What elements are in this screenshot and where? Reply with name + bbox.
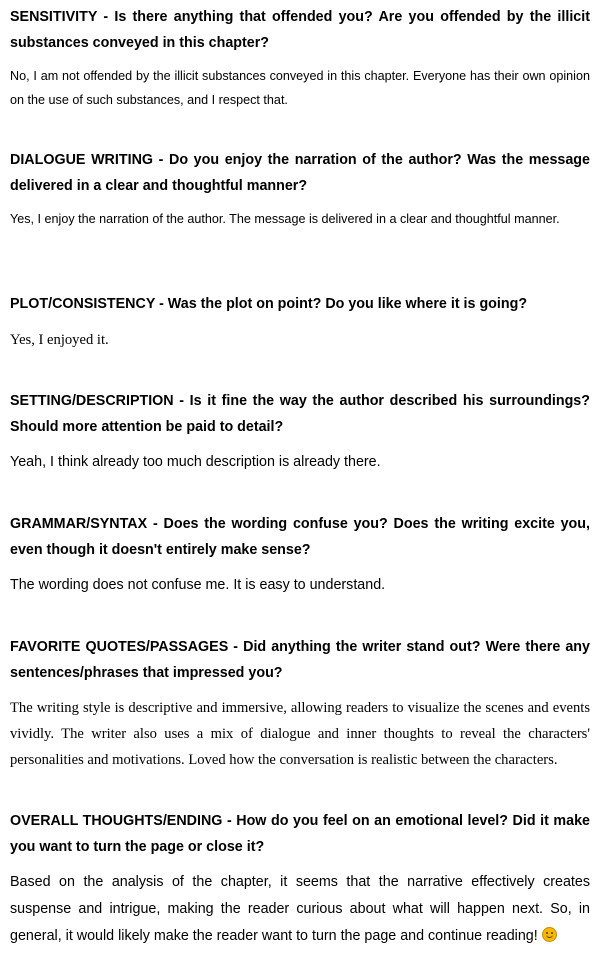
section-sensitivity-question: SENSITIVITY - Is there anything that offended you? Are you offended by the illicit substances conveyed in this chapter? — [10, 9, 590, 51]
section-overall-question: OVERALL THOUGHTS/ENDING - How do you feel on an emotional level? Did it make you want to turn the page or close it? — [10, 813, 590, 855]
section-quotes-question: FAVORITE QUOTES/PASSAGES - Did anything the writer stand out? Were there any sentences/phrases that impressed you? — [10, 639, 590, 681]
section-overall-answer-text: Based on the analysis of the chapter, it seems that the narrative effectively creates suspense and intrigue, making the reader curious about what will happen next. So, in general, it would likely make the reader want to turn the page and continue reading! — [10, 874, 590, 944]
section-setting-question: SETTING/DESCRIPTION - Is it fine the way the author described his surroundings? Should more attention be paid to detail? — [10, 393, 590, 435]
section-plot-answer: Yes, I enjoyed it. — [10, 332, 109, 348]
section-grammar-answer: The wording does not confuse me. It is easy to understand. — [10, 577, 386, 593]
section-overall-answer — [10, 869, 590, 950]
section-quotes-answer: The writing style is descriptive and immersive, allowing readers to visualize the scenes and events vividly. The writer also uses a mix of dialogue and inner thoughts to reveal the characters' personalities and motivations. Loved how the conversation is realistic between the characters. — [10, 700, 590, 768]
section-setting-answer: Yeah, I think already too much description is already there. — [10, 454, 381, 470]
section-dialogue-answer: Yes, I enjoy the narration of the author. The message is delivered in a clear and thoughtful manner. — [10, 212, 560, 226]
section-sensitivity-answer: No, I am not offended by the illicit substances conveyed in this chapter. Everyone has their own opinion on the use of such substances, and I respect that. — [10, 69, 590, 107]
section-grammar-question: GRAMMAR/SYNTAX - Does the wording confuse you? Does the writing excite you, even though it doesn't entirely make sense? — [10, 516, 590, 558]
section-plot-question: PLOT/CONSISTENCY - Was the plot on point? Do you like where it is going? — [10, 296, 528, 312]
section-dialogue-question: DIALOGUE WRITING - Do you enjoy the narration of the author? Was the message delivered in a clear and thoughtful manner? — [10, 152, 590, 194]
smiling-face-emoji-icon — [542, 927, 557, 942]
